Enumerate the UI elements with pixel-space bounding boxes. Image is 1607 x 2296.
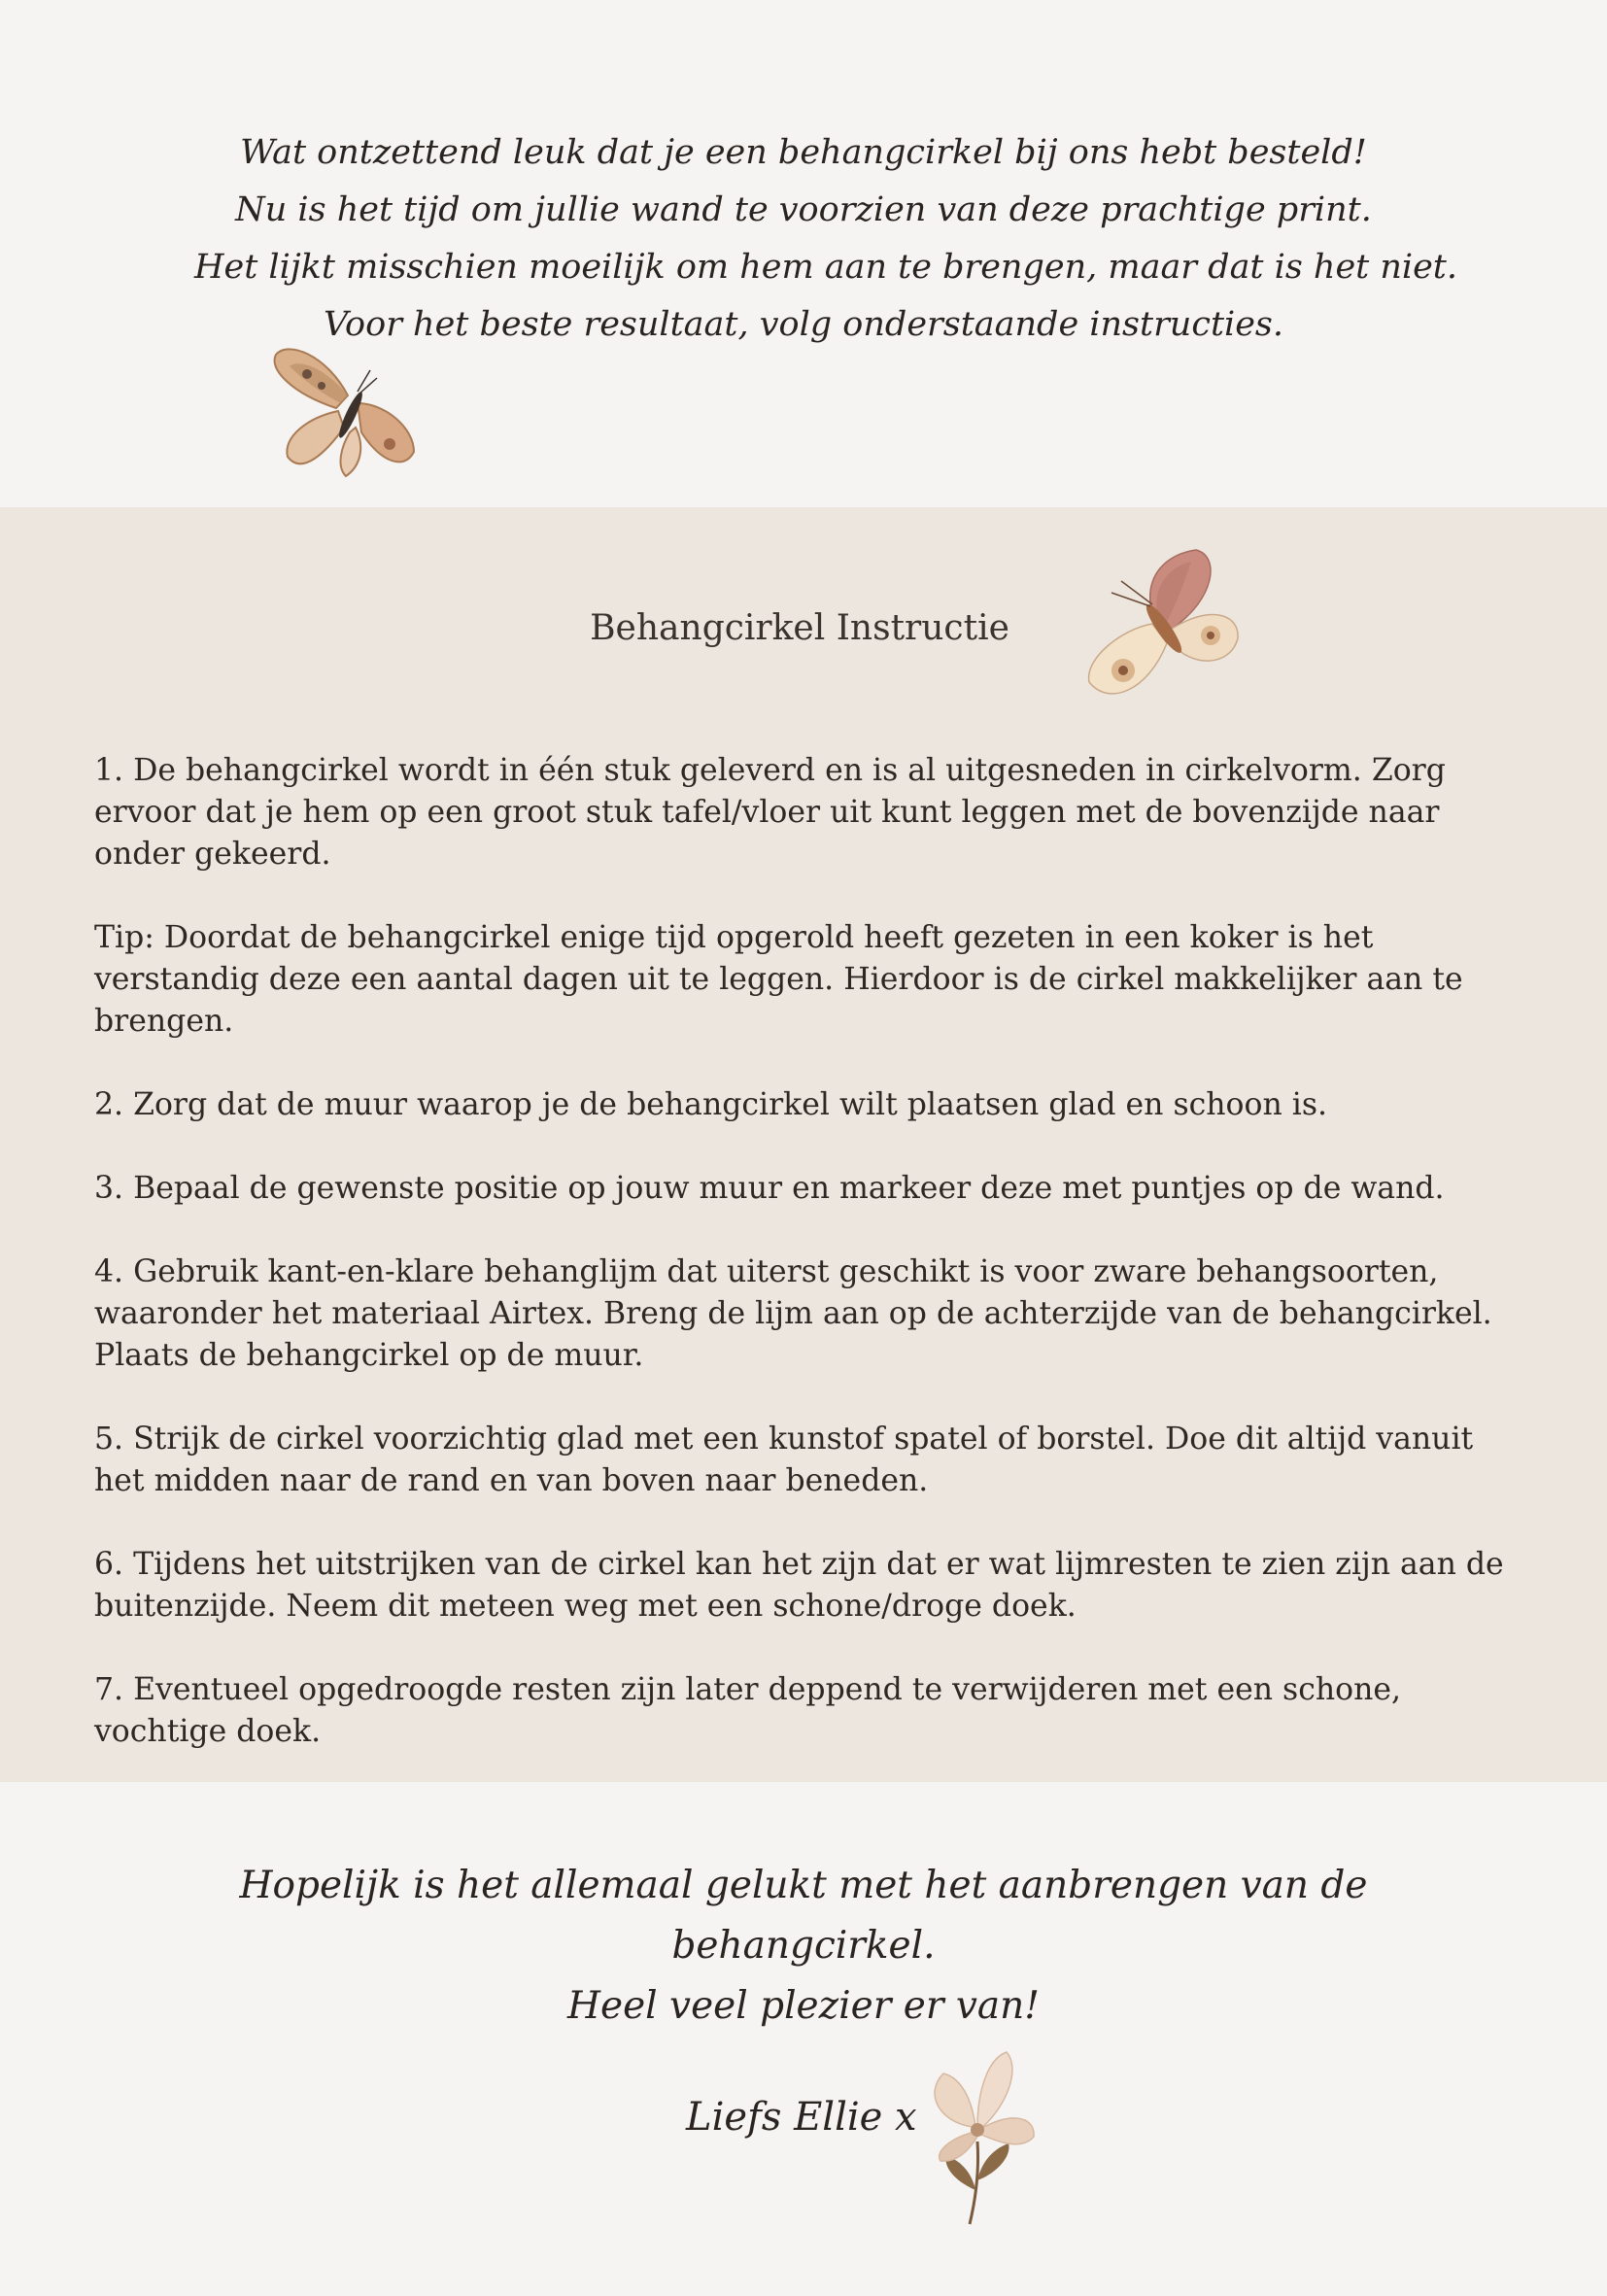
- intro-text: [194, 124, 1457, 354]
- signature: Liefs Ellie x: [686, 2095, 917, 2140]
- step-1: 1. De behangcirkel wordt in één stuk geleverd en is al uitgesneden in cirkelvorm. Zorg ervoor dat je hem op een groot stuk tafel/vloer uit kunt leggen met de bovenzijde naar onder gekeerd.: [94, 753, 1446, 872]
- outro-line: Heel veel plezier er van!: [567, 1984, 1040, 2028]
- outro-text: [146, 1856, 1461, 2037]
- tip: Tip: Doordat de behangcirkel enige tijd opgerold heeft gezeten in een koker is het verstandig deze een aantal dagen uit te leggen. Hierdoor is de cirkel makkelijker aan te brengen.: [94, 920, 1463, 1039]
- intro-line: Nu is het tijd om jullie wand te voorzien van deze prachtige print.: [235, 190, 1372, 229]
- moth-icon: [1075, 546, 1249, 711]
- step-7: 7. Eventueel opgedroogde resten zijn later deppend te verwijderen met een schone, vochtige doek.: [94, 1672, 1402, 1749]
- intro-line: Voor het beste resultaat, volg onderstaande instructies.: [323, 305, 1283, 344]
- intro-section: [0, 0, 1607, 507]
- butterfly-icon: [268, 335, 428, 481]
- step-3: 3. Bepaal de gewenste positie op jouw muur en markeer deze met puntjes op de wand.: [94, 1171, 1445, 1206]
- instructions-title: Behangcirkel Instructie: [590, 608, 1009, 648]
- intro-line: Het lijkt misschien moeilijk om hem aan te brengen, maar dat is het niet.: [194, 248, 1457, 287]
- instruction-steps: [94, 750, 1513, 1795]
- instructions-section: [0, 507, 1607, 1782]
- flower-icon: [919, 2044, 1045, 2229]
- step-2: 2. Zorg dat de muur waarop je de behangcirkel wilt plaatsen glad en schoon is.: [94, 1087, 1328, 1122]
- step-6: 6. Tijdens het uitstrijken van de cirkel kan het zijn dat er wat lijmresten te zien zijn aan de buitenzijde. Neem dit meteen weg met een schone/droge doek.: [94, 1547, 1504, 1624]
- step-4: 4. Gebruik kant-en-klare behanglijm dat uiterst geschikt is voor zware behangsoorten, waaronder het materiaal Airtex. Breng de lijm aan op de achterzijde van de behangcirkel. Plaats de behangcirkel op de muur.: [94, 1254, 1492, 1373]
- intro-line: Wat ontzettend leuk dat je een behangcirkel bij ons hebt besteld!: [240, 133, 1367, 172]
- outro-line: Hopelijk is het allemaal gelukt met het aanbrengen van de behangcirkel.: [239, 1864, 1368, 1968]
- step-5: 5. Strijk de cirkel voorzichtig glad met een kunstof spatel of borstel. Doe dit altijd vanuit het midden naar de rand en van boven naar beneden.: [94, 1422, 1474, 1498]
- outro-section: [0, 1782, 1607, 2296]
